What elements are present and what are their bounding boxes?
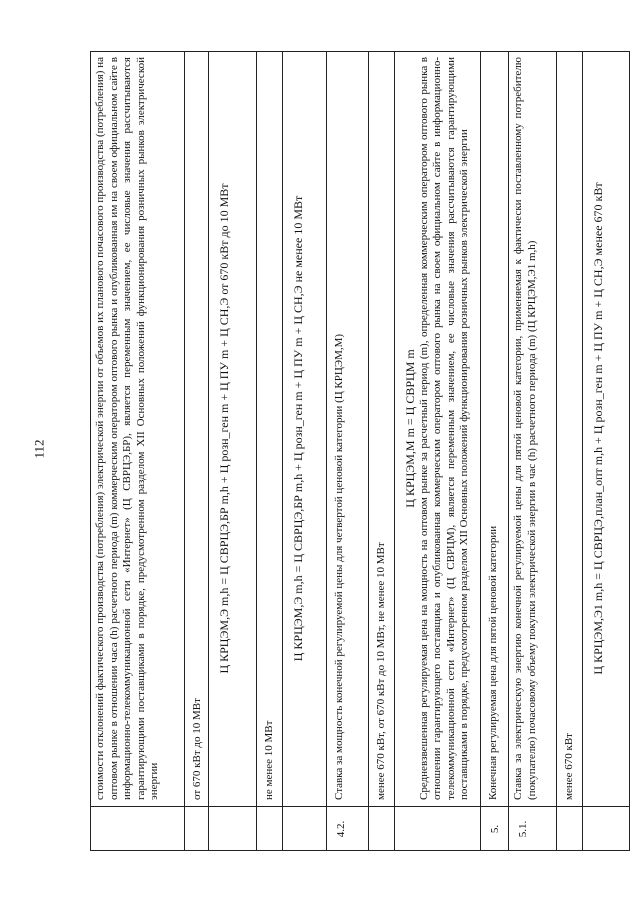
table-row	[208, 51, 256, 851]
formula-cell	[395, 51, 480, 806]
row-text: от 670 кВт до 10 МВт	[191, 698, 203, 800]
row-number	[283, 806, 326, 851]
formula: Ц КРЦЭМ,М m = Ц СВРЦМ m	[403, 349, 417, 508]
table-row	[508, 51, 556, 851]
row-text: менее 670 кВт	[563, 733, 575, 800]
row-number	[185, 806, 208, 851]
row-text: не менее 10 МВт	[263, 720, 275, 800]
table-row	[394, 51, 480, 851]
formula-cell	[283, 51, 326, 806]
formula: Ц КРЦЭМ,Э1 m,h = Ц СВРЦЭ,план_опт m,h + Ц розн_ген m + Ц ПУ m + Ц СН,Э менее 670 кВт	[591, 182, 605, 675]
page-number: 112	[31, 439, 47, 459]
table-row	[556, 51, 582, 851]
formula: Ц КРЦЭМ,Э m,h = Ц СВРЦЭ,БР m,h + Ц розн_ген m + Ц ПУ m + Ц СН,Э от 670 кВт до 10 МВт	[217, 183, 231, 674]
row-number: 4.2.	[327, 806, 368, 851]
table-row	[282, 51, 326, 851]
row-text: Ставка за электрическую энергию конечной регулируемой цены для пятой ценовой категории, применяемая к фактически поставленному потребителю (покупателю) почасовому объему покупки электрической энергии в час (h) расчетного периода (m) (Ц КРЦЭМ,Э1 m,h)	[512, 57, 538, 800]
row-number	[369, 806, 394, 851]
table-row	[184, 51, 208, 851]
table-row	[582, 51, 630, 851]
table-row	[480, 51, 508, 851]
table-row	[326, 51, 368, 851]
row-text: Средневзвешенная регулируемая цена на мощность на оптовом рынке за расчетный период (m), определенная коммерческим оператором оптового рынка в отношении гарантирующего поставщика и опубликованная коммерческим оператором оптового рынка на своем официальном сайте в информационно-телекоммуникационной сети «Интернет» (Ц СВРЦМ), является переменным значением, ее числовые значения рассчитываются гарантирующими поставщиками в порядке, предусмотренном разделом XII Основных положений функционирования розничных рынков электрической энергии	[417, 57, 470, 800]
formula-cell	[583, 51, 629, 806]
row-text: стоимости отклонений фактического производства (потребления) электрической энергии от объемов их планового почасового производства (потребления) на оптовом рынке в отношении часа (h) расчетного периода (m) коммерческим оператором оптового рынка и опубликованная им на своем официальном сайте в информационно-телекоммуникационной сети «Интернет» (Ц СВРЦЭ,БР), является переменным значением, ее числовые значения рассчитываются гарантирующими поставщиками в порядке, предусмотренном разделом XII Основных положений функционирования розничных рынков электрической энергии	[94, 57, 160, 800]
row-number	[257, 806, 282, 851]
table-row	[90, 51, 184, 851]
row-number	[557, 806, 582, 851]
formula: Ц КРЦЭМ,Э m,h = Ц СВРЦЭ,БР m,h + Ц розн_ген m + Ц ПУ m + Ц СН,Э не менее 10 МВт	[291, 195, 305, 662]
table-row	[256, 51, 282, 851]
table-row	[368, 51, 394, 851]
row-number	[209, 806, 256, 851]
row-text: Конечная регулируемая цена для пятой ценовой категории	[487, 525, 499, 800]
row-number	[395, 806, 480, 851]
row-number	[583, 806, 629, 851]
row-number: 5.	[481, 806, 508, 851]
row-text: Ставка за мощность конечной регулируемой цены для четвертой ценовой категории (Ц КРЦЭМ,М)	[333, 333, 345, 800]
row-text: менее 670 кВт, от 670 кВт до 10 МВт, не менее 10 МВт	[375, 542, 387, 800]
formula-cell	[209, 51, 256, 806]
row-number: 5.1.	[509, 806, 556, 851]
rotated-table	[90, 51, 630, 851]
row-number	[91, 806, 184, 851]
